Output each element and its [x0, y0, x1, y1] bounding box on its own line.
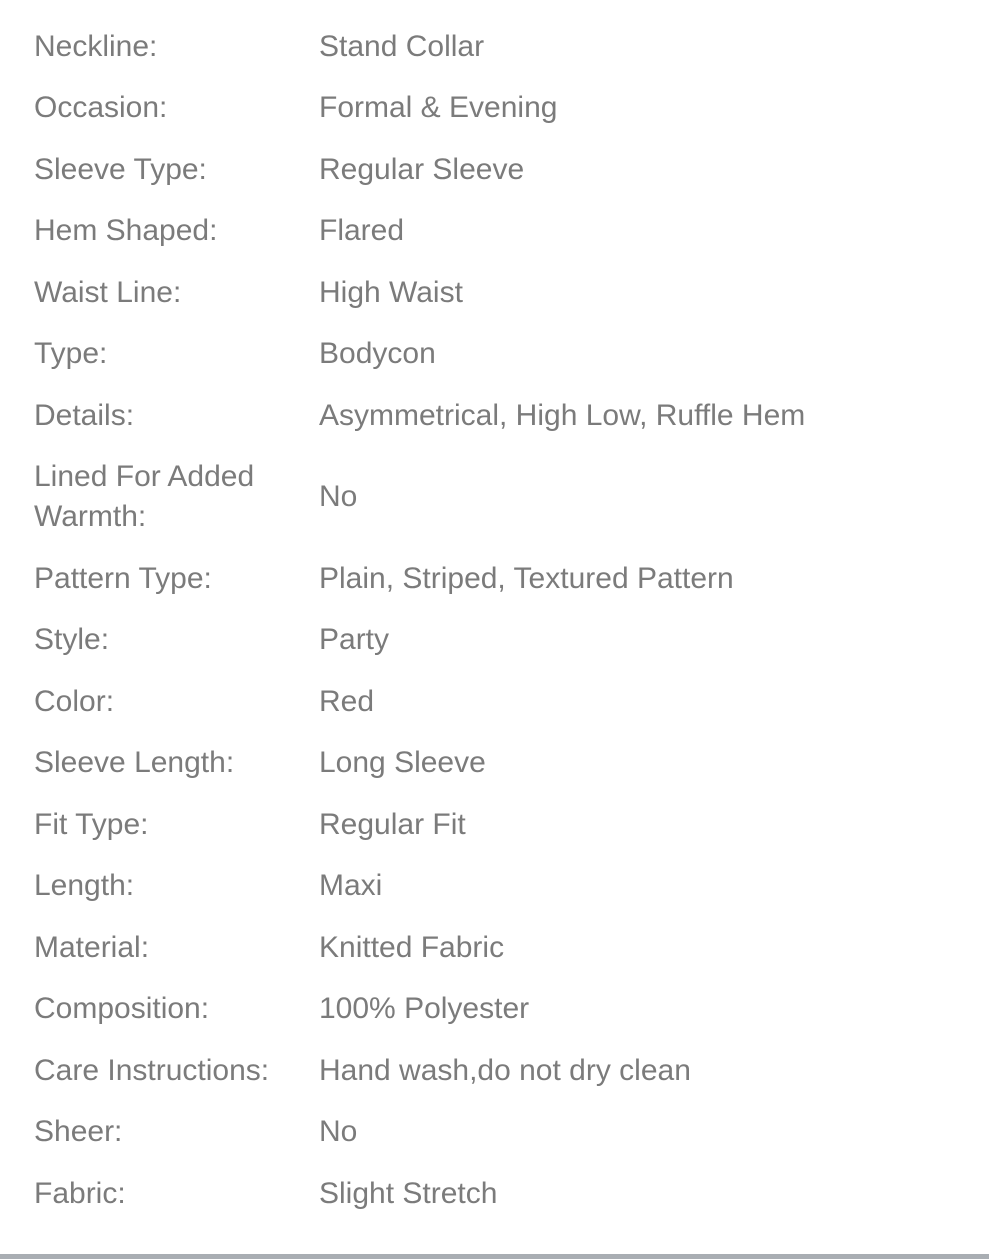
spec-label: Neckline:	[34, 29, 158, 63]
spec-label: Sleeve Type:	[34, 152, 207, 186]
spec-label: Hem Shaped:	[34, 214, 218, 248]
spec-value: Plain, Striped, Textured Pattern	[319, 561, 734, 595]
spec-row	[34, 671, 955, 733]
spec-label: Lined For Added Warmth:	[34, 460, 255, 534]
spec-value: Regular Sleeve	[319, 152, 525, 186]
spec-value: Red	[319, 684, 375, 718]
spec-value: Party	[319, 623, 390, 657]
spec-label: Color:	[34, 684, 115, 718]
bottom-section-divider	[0, 1254, 989, 1259]
spec-value: No	[319, 1115, 358, 1149]
spec-row	[34, 139, 955, 201]
spec-row	[34, 1040, 955, 1102]
spec-row	[34, 794, 955, 856]
spec-label: Style:	[34, 623, 110, 657]
spec-label: Fit Type:	[34, 807, 149, 841]
spec-row	[34, 917, 955, 979]
spec-label: Occasion:	[34, 91, 168, 125]
spec-value: Long Sleeve	[319, 746, 486, 780]
spec-value: Bodycon	[319, 337, 436, 371]
spec-row	[34, 201, 955, 263]
spec-label: Pattern Type:	[34, 561, 212, 595]
spec-value: Knitted Fabric	[319, 930, 505, 964]
spec-label: Sheer:	[34, 1115, 123, 1149]
spec-row	[34, 856, 955, 918]
spec-row	[34, 385, 955, 447]
spec-row	[34, 610, 955, 672]
spec-value: High Waist	[319, 275, 463, 309]
spec-value: Maxi	[319, 869, 383, 903]
spec-row	[34, 733, 955, 795]
spec-value: Asymmetrical, High Low, Ruffle Hem	[319, 398, 806, 432]
spec-value: No	[319, 480, 358, 514]
spec-row	[34, 548, 955, 610]
spec-row	[34, 324, 955, 386]
spec-value: Slight Stretch	[319, 1176, 498, 1210]
spec-label: Material:	[34, 930, 150, 964]
spec-row	[34, 1163, 955, 1225]
spec-row	[34, 262, 955, 324]
spec-row	[34, 78, 955, 140]
spec-label: Fabric:	[34, 1176, 126, 1210]
spec-row	[34, 447, 955, 549]
spec-label: Waist Line:	[34, 275, 182, 309]
spec-value: Regular Fit	[319, 807, 466, 841]
spec-row	[34, 979, 955, 1041]
spec-label: Sleeve Length:	[34, 746, 235, 780]
spec-label: Length:	[34, 869, 135, 903]
spec-value: Stand Collar	[319, 29, 485, 63]
spec-label: Composition:	[34, 992, 210, 1026]
spec-row	[34, 16, 955, 78]
spec-label: Care Instructions:	[34, 1053, 270, 1087]
spec-value: Flared	[319, 214, 405, 248]
spec-value: 100% Polyester	[319, 992, 530, 1026]
spec-row	[34, 1102, 955, 1164]
spec-label: Type:	[34, 337, 108, 371]
spec-label: Details:	[34, 398, 135, 432]
spec-value: Hand wash,do not dry clean	[319, 1053, 691, 1087]
spec-value: Formal & Evening	[319, 91, 558, 125]
